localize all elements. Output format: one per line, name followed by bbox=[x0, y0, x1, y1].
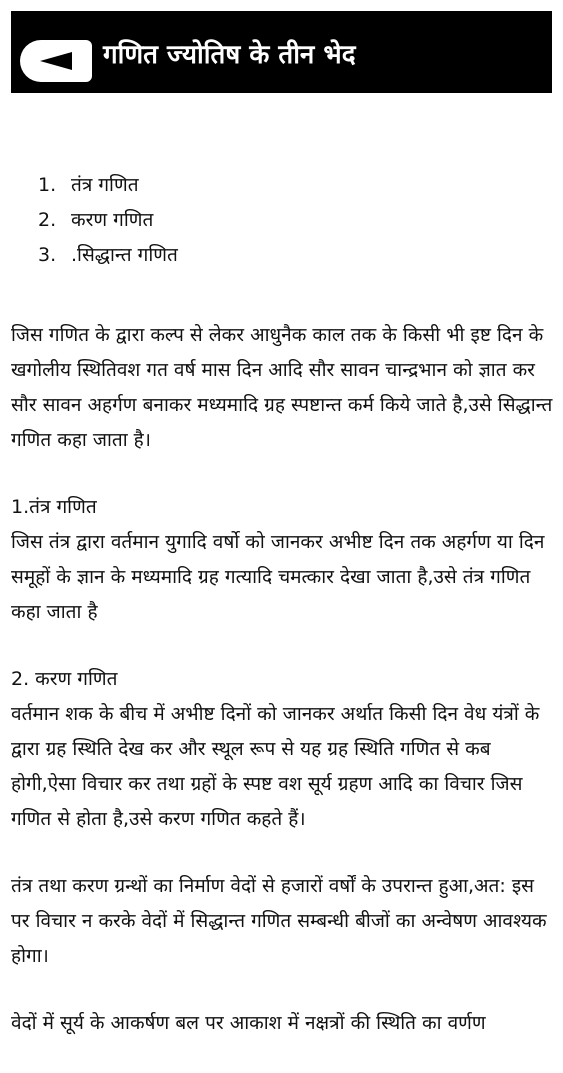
app-header bbox=[11, 11, 552, 93]
list-item-label: करण गणित bbox=[71, 209, 154, 231]
karan-section bbox=[11, 662, 555, 837]
list-item bbox=[11, 203, 555, 238]
karan-body: वर्तमान शक के बीच में अभीष्ट दिनों को जानकर अर्थात किसी दिन वेध यंत्रों के द्वारा ग्रह स्थिति देख कर और स्थूल रूप से यह ग्रह स्थिति गणित से कब होगी,ऐसा विचार कर तथा ग्रहों के स्पष्ट वश सूर्य ग्रहण आदि का विचार जिस गणित से होता है,उसे करण गणित कहते हैं। bbox=[11, 703, 540, 830]
list-item-number: 1. bbox=[38, 174, 57, 196]
history-paragraph: तंत्र तथा करण ग्रन्थों का निर्माण वेदों से हजारों वर्षों के उपरान्त हुआ,अत: इस पर विचार न करके वेदों में सिद्धान्त गणित सम्बन्धी बीजों का अन्वेषण आवश्यक होगा। bbox=[11, 875, 547, 967]
list-item bbox=[11, 168, 555, 203]
tantra-heading: 1.तंत्र गणित bbox=[11, 496, 97, 518]
karan-heading: 2. करण गणित bbox=[11, 668, 118, 690]
tantra-body: जिस तंत्र द्वारा वर्तमान युगादि वर्षो को जानकर अभीष्ट दिन तक अहर्गण या दिन समूहों के ज्ञान के मध्यमादि ग्रह गत्यादि चमत्कार देखा जाता है,उसे तंत्र गणित कहा जाता है bbox=[11, 531, 545, 623]
back-arrow-icon bbox=[36, 49, 76, 73]
list-item-number: 2. bbox=[38, 209, 57, 231]
list-item bbox=[11, 238, 555, 273]
siddhanta-paragraph: जिस गणित के द्वारा कल्प से लेकर आधुनैक काल तक के किसी भी इष्ट दिन के खगोलीय स्थितिवश गत वर्ष मास दिन आदि सौर सावन चान्द्रभान को ज्ञात कर सौर सावन अहर्गण बनाकर मध्यमादि ग्रह स्पष्टान्त कर्म किये जाते है,उसे सिद्धान्त गणित कहा जाता है। bbox=[11, 324, 553, 451]
back-button[interactable] bbox=[20, 40, 92, 82]
vedas-paragraph: वेदों में सूर्य के आकर्षण बल पर आकाश में नक्षत्रों की स्थिति का वर्णण bbox=[11, 1012, 486, 1034]
list-item-label: तंत्र गणित bbox=[71, 174, 139, 196]
article-content bbox=[11, 168, 555, 1073]
types-list bbox=[11, 168, 555, 273]
list-item-number: 3. bbox=[38, 244, 57, 266]
page-title: गणित ज्योतिष के तीन भेद bbox=[103, 40, 356, 70]
list-item-label: .सिद्धान्त गणित bbox=[71, 244, 178, 266]
tantra-section bbox=[11, 490, 555, 630]
